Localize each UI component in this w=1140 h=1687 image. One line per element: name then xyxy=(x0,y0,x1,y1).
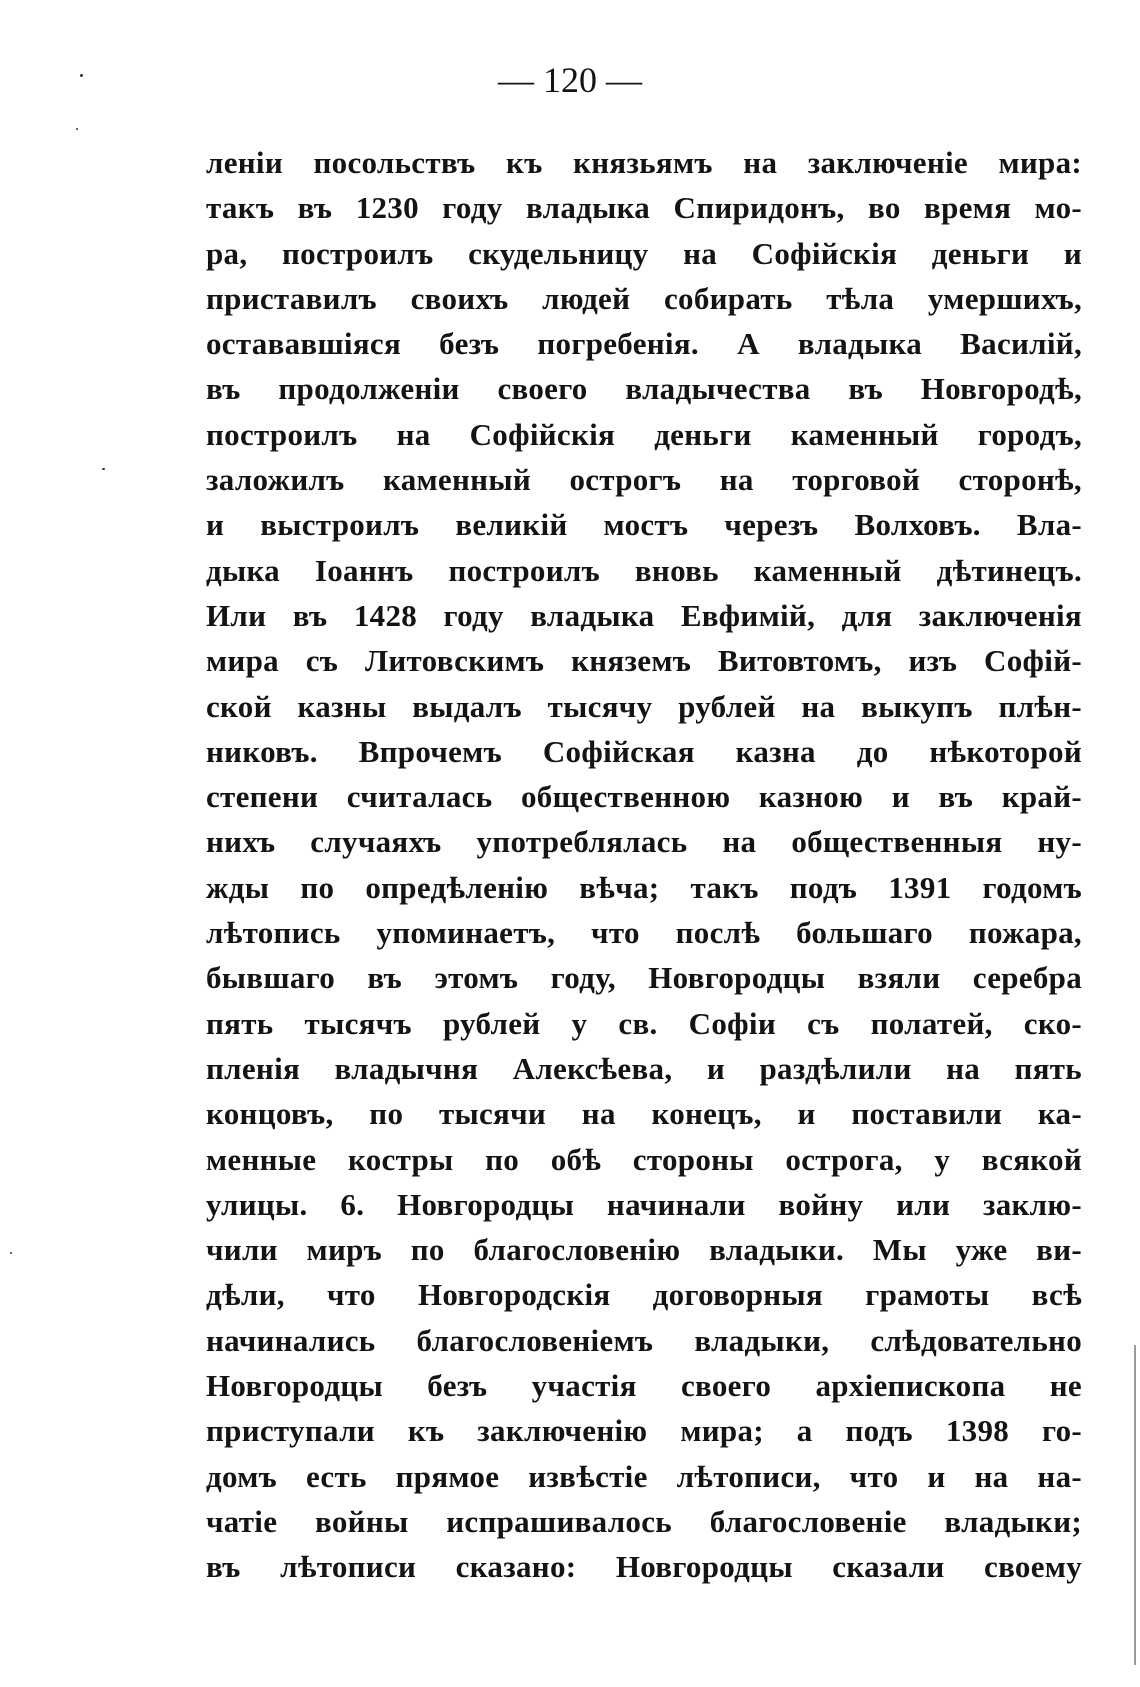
text-line: мира съ Литовскимъ княземъ Витовтомъ, изъ Софій- xyxy=(206,643,1082,679)
text-line: ра, построилъ скудельницу на Софійскія деньги и xyxy=(206,235,1082,271)
text-line: дѣли, что Новгородскія договорныя грамоты всѣ xyxy=(206,1277,1082,1313)
text-line: дыка Іоаннъ построилъ вновь каменный дѣтинецъ. xyxy=(206,552,1082,588)
text-line: въ лѣтописи сказано: Новгородцы сказали своему xyxy=(206,1549,1082,1585)
text-line: домъ есть прямое извѣстіе лѣтописи, что и на на- xyxy=(206,1458,1082,1494)
page-number: — 120 — xyxy=(498,60,642,100)
text-line: лѣтопись упоминаетъ, что послѣ большаго пожара, xyxy=(206,915,1082,951)
scan-speck xyxy=(80,74,83,77)
text-line: никовъ. Впрочемъ Софійская казна до нѣкоторой xyxy=(206,733,1082,769)
text-line: чатіе войны испрашивалось благословеніе владыки; xyxy=(206,1503,1082,1539)
text-line: начинались благословеніемъ владыки, слѣдовательно xyxy=(206,1322,1082,1358)
scan-edge-mark xyxy=(1134,1345,1136,1665)
text-line: леніи посольствъ къ князьямъ на заключеніе мира: xyxy=(206,145,1082,180)
scan-speck xyxy=(102,468,105,470)
scan-speck xyxy=(10,1252,12,1254)
text-line: нихъ случаяхъ употреблялась на общественныя ну- xyxy=(206,824,1082,860)
text-line: концовъ, по тысячи на конецъ, и поставили ка- xyxy=(206,1096,1082,1132)
text-line: бывшаго въ этомъ году, Новгородцы взяли серебра xyxy=(206,960,1082,996)
text-line: остававшіяся безъ погребенія. А владыка Василій, xyxy=(206,326,1082,362)
text-line: жды по опредѣленію вѣча; такъ подъ 1391 годомъ xyxy=(206,869,1082,905)
text-line: чили миръ по благословенію владыки. Мы уже ви- xyxy=(206,1232,1082,1268)
text-line: ской казны выдалъ тысячу рублей на выкупъ плѣн- xyxy=(206,688,1082,724)
text-line: такъ въ 1230 году владыка Спиридонъ, во время мо- xyxy=(206,190,1082,226)
text-line: построилъ на Софійскія деньги каменный городъ, xyxy=(206,416,1082,452)
text-line: въ продолженіи своего владычества въ Новгородѣ, xyxy=(206,371,1082,407)
text-line: Или въ 1428 году владыка Евфимій, для заключенія xyxy=(206,597,1082,633)
text-line: приставилъ своихъ людей собирать тѣла умершихъ, xyxy=(206,280,1082,316)
text-line: заложилъ каменный острогъ на торговой сторонѣ, xyxy=(206,462,1082,498)
body-text xyxy=(206,140,1082,1590)
scan-speck xyxy=(76,128,78,130)
text-line: пять тысячъ рублей у св. Софіи съ полатей, ско- xyxy=(206,1005,1082,1041)
text-line: приступали къ заключенію мира; а подъ 1398 го- xyxy=(206,1413,1082,1449)
text-line: улицы. 6. Новгородцы начинали войну или заклю- xyxy=(206,1186,1082,1222)
text-line: и выстроилъ великій мостъ черезъ Волховъ. Вла- xyxy=(206,507,1082,543)
text-line: Новгородцы безъ участія своего архіепископа не xyxy=(206,1368,1082,1404)
text-line: степени считалась общественною казною и въ край- xyxy=(206,779,1082,815)
text-line: менные костры по обѣ стороны острога, у всякой xyxy=(206,1141,1082,1177)
text-line: пленія владычня Алексѣева, и раздѣлили на пять xyxy=(206,1050,1082,1086)
